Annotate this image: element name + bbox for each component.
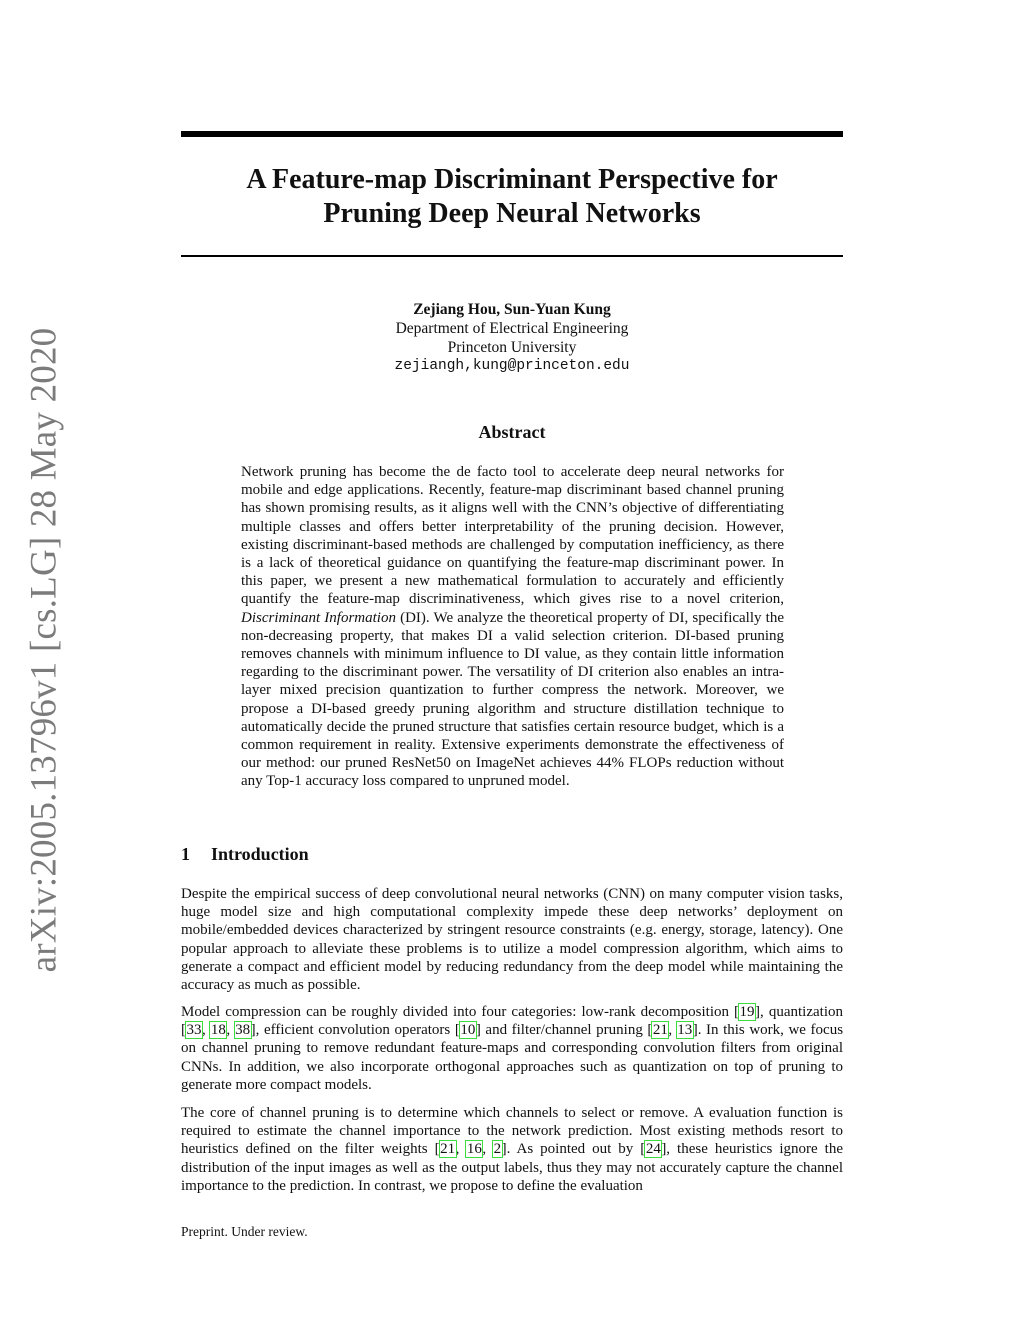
text-run: ] and filter/channel pruning [ — [475, 1022, 653, 1039]
title-bottom-rule — [181, 255, 843, 257]
citation-link[interactable]: 21 — [652, 1022, 668, 1039]
text-run: ]. As pointed out by [ — [501, 1141, 646, 1158]
arxiv-identifier-stamp: arXiv:2005.13796v1 [cs.LG] 28 May 2020 — [23, 327, 65, 973]
text-run: , — [226, 1022, 235, 1039]
text-run: ], efficient convolution operators [ — [250, 1022, 460, 1039]
citation-link[interactable]: 13 — [677, 1022, 693, 1039]
citation-link[interactable]: 10 — [460, 1022, 476, 1039]
author-department: Department of Electrical Engineering — [395, 320, 629, 337]
text-run: ]. In this work, we focus on channel pruning to remove redundant feature-maps and corresponding convolution filters from original CNNs. In addition, we also incorporate orthogonal approaches such as quantization on top of pruning to generate more compact models. — [181, 1022, 844, 1093]
author-university: Princeton University — [447, 339, 577, 356]
paper-title — [181, 163, 843, 231]
citation-link[interactable]: 38 — [235, 1022, 251, 1039]
abstract-text — [241, 463, 784, 791]
author-names: Zejiang Hou, Sun-Yuan Kung — [413, 301, 611, 318]
intro-paragraph-2 — [181, 1003, 843, 1094]
paper-title-line-2: Pruning Deep Neural Networks — [323, 198, 701, 229]
citation-link[interactable]: 2 — [493, 1141, 502, 1158]
abstract-text-part-2: (DI). We analyze the theoretical property of DI, specifically the non-decreasing property, that makes DI a valid selection criterion. DI-based pruning removes channels with minimum influence to DI value, as they contain little information regarding to the discriminant power. The versatility of DI criterion also enables an intra-layer mixed precision quantization to further compress the network. Moreover, we propose a DI-based greedy pruning algorithm and structure distillation technique to automatically decide the pruned structure that satisfies certain resource budget, which is a common requirement in reality. Extensive experiments demonstrate the effectiveness of our method: our pruned ResNet50 on ImageNet achieves 44% FLOPs reduction without any Top-1 accuracy loss compared to unpruned model. — [241, 609, 784, 790]
text-run: Model compression can be roughly divided into four categories: low-rank decomposition [ — [181, 1004, 740, 1020]
citation-link[interactable]: 18 — [210, 1022, 226, 1039]
citation-link[interactable]: 16 — [466, 1141, 482, 1158]
author-block — [181, 300, 843, 376]
text-run: ], these heuristics ignore the distribution of the input images as well as the output labels, thus they may not accurately capture the channel importance to the prediction. In contrast, we propose to define the evaluation — [181, 1141, 843, 1194]
text-run: , — [482, 1141, 494, 1158]
text-run: , — [668, 1022, 677, 1039]
footer-note: Preprint. Under review. — [181, 1224, 308, 1239]
citation-link[interactable]: 19 — [739, 1004, 755, 1020]
author-email: zejiangh,kung@princeton.edu — [394, 358, 630, 374]
paper-title-line-1: A Feature-map Discriminant Perspective for — [246, 164, 778, 195]
abstract-text-part-1: Network pruning has become the de facto tool to accelerate deep neural networks for mobile and edge applications. Recently, feature-map discriminant based channel pruning has shown promising results, as it aligns well with the CNN’s objective of differentiating multiple classes and offers better interpretability of the pruning decision. However, existing discriminant-based methods are challenged by computation inefficiency, as there is a lack of theoretical guidance on quantifying the feature-map discriminant power. In this paper, we present a new mathematical formulation to accurately and efficiently quantify the feature-map discriminativeness, which gives rise to a novel criterion, — [241, 464, 784, 608]
section-number: 1 — [181, 844, 190, 864]
abstract-emphasis-term: Discriminant Information — [241, 609, 396, 626]
title-top-rule — [181, 131, 843, 137]
text-run: , — [202, 1022, 211, 1039]
section-heading-introduction — [181, 844, 843, 865]
abstract-heading: Abstract — [478, 422, 546, 442]
text-run: , — [455, 1141, 467, 1158]
citation-link[interactable]: 21 — [440, 1141, 456, 1158]
citation-link[interactable]: 33 — [186, 1022, 202, 1039]
text-run: The core of channel pruning is to determine which channels to select or remove. A evaluation function is required to estimate the channel importance to the network prediction. Most existing methods resort to heuristics defined on the filter weights [ — [181, 1105, 843, 1158]
section-title: Introduction — [211, 844, 309, 864]
text-run: ], quantization [ — [181, 1004, 843, 1039]
intro-paragraph-1: Despite the empirical success of deep convolutional neural networks (CNN) on many computer vision tasks, huge model size and high computational complexity impede these deep networks’ deployment on mobile/embedded devices characterized by stringent resource constraints (e.g. energy, storage, latency). One popular approach to alleviate these problems is to utilize a model compression algorithm, which aims to generate a compact and efficient model by reducing redundancy from the deep model while maintaining the accuracy as much as possible. — [181, 886, 843, 994]
intro-paragraph-3 — [181, 1104, 843, 1195]
citation-link[interactable]: 24 — [645, 1141, 661, 1158]
